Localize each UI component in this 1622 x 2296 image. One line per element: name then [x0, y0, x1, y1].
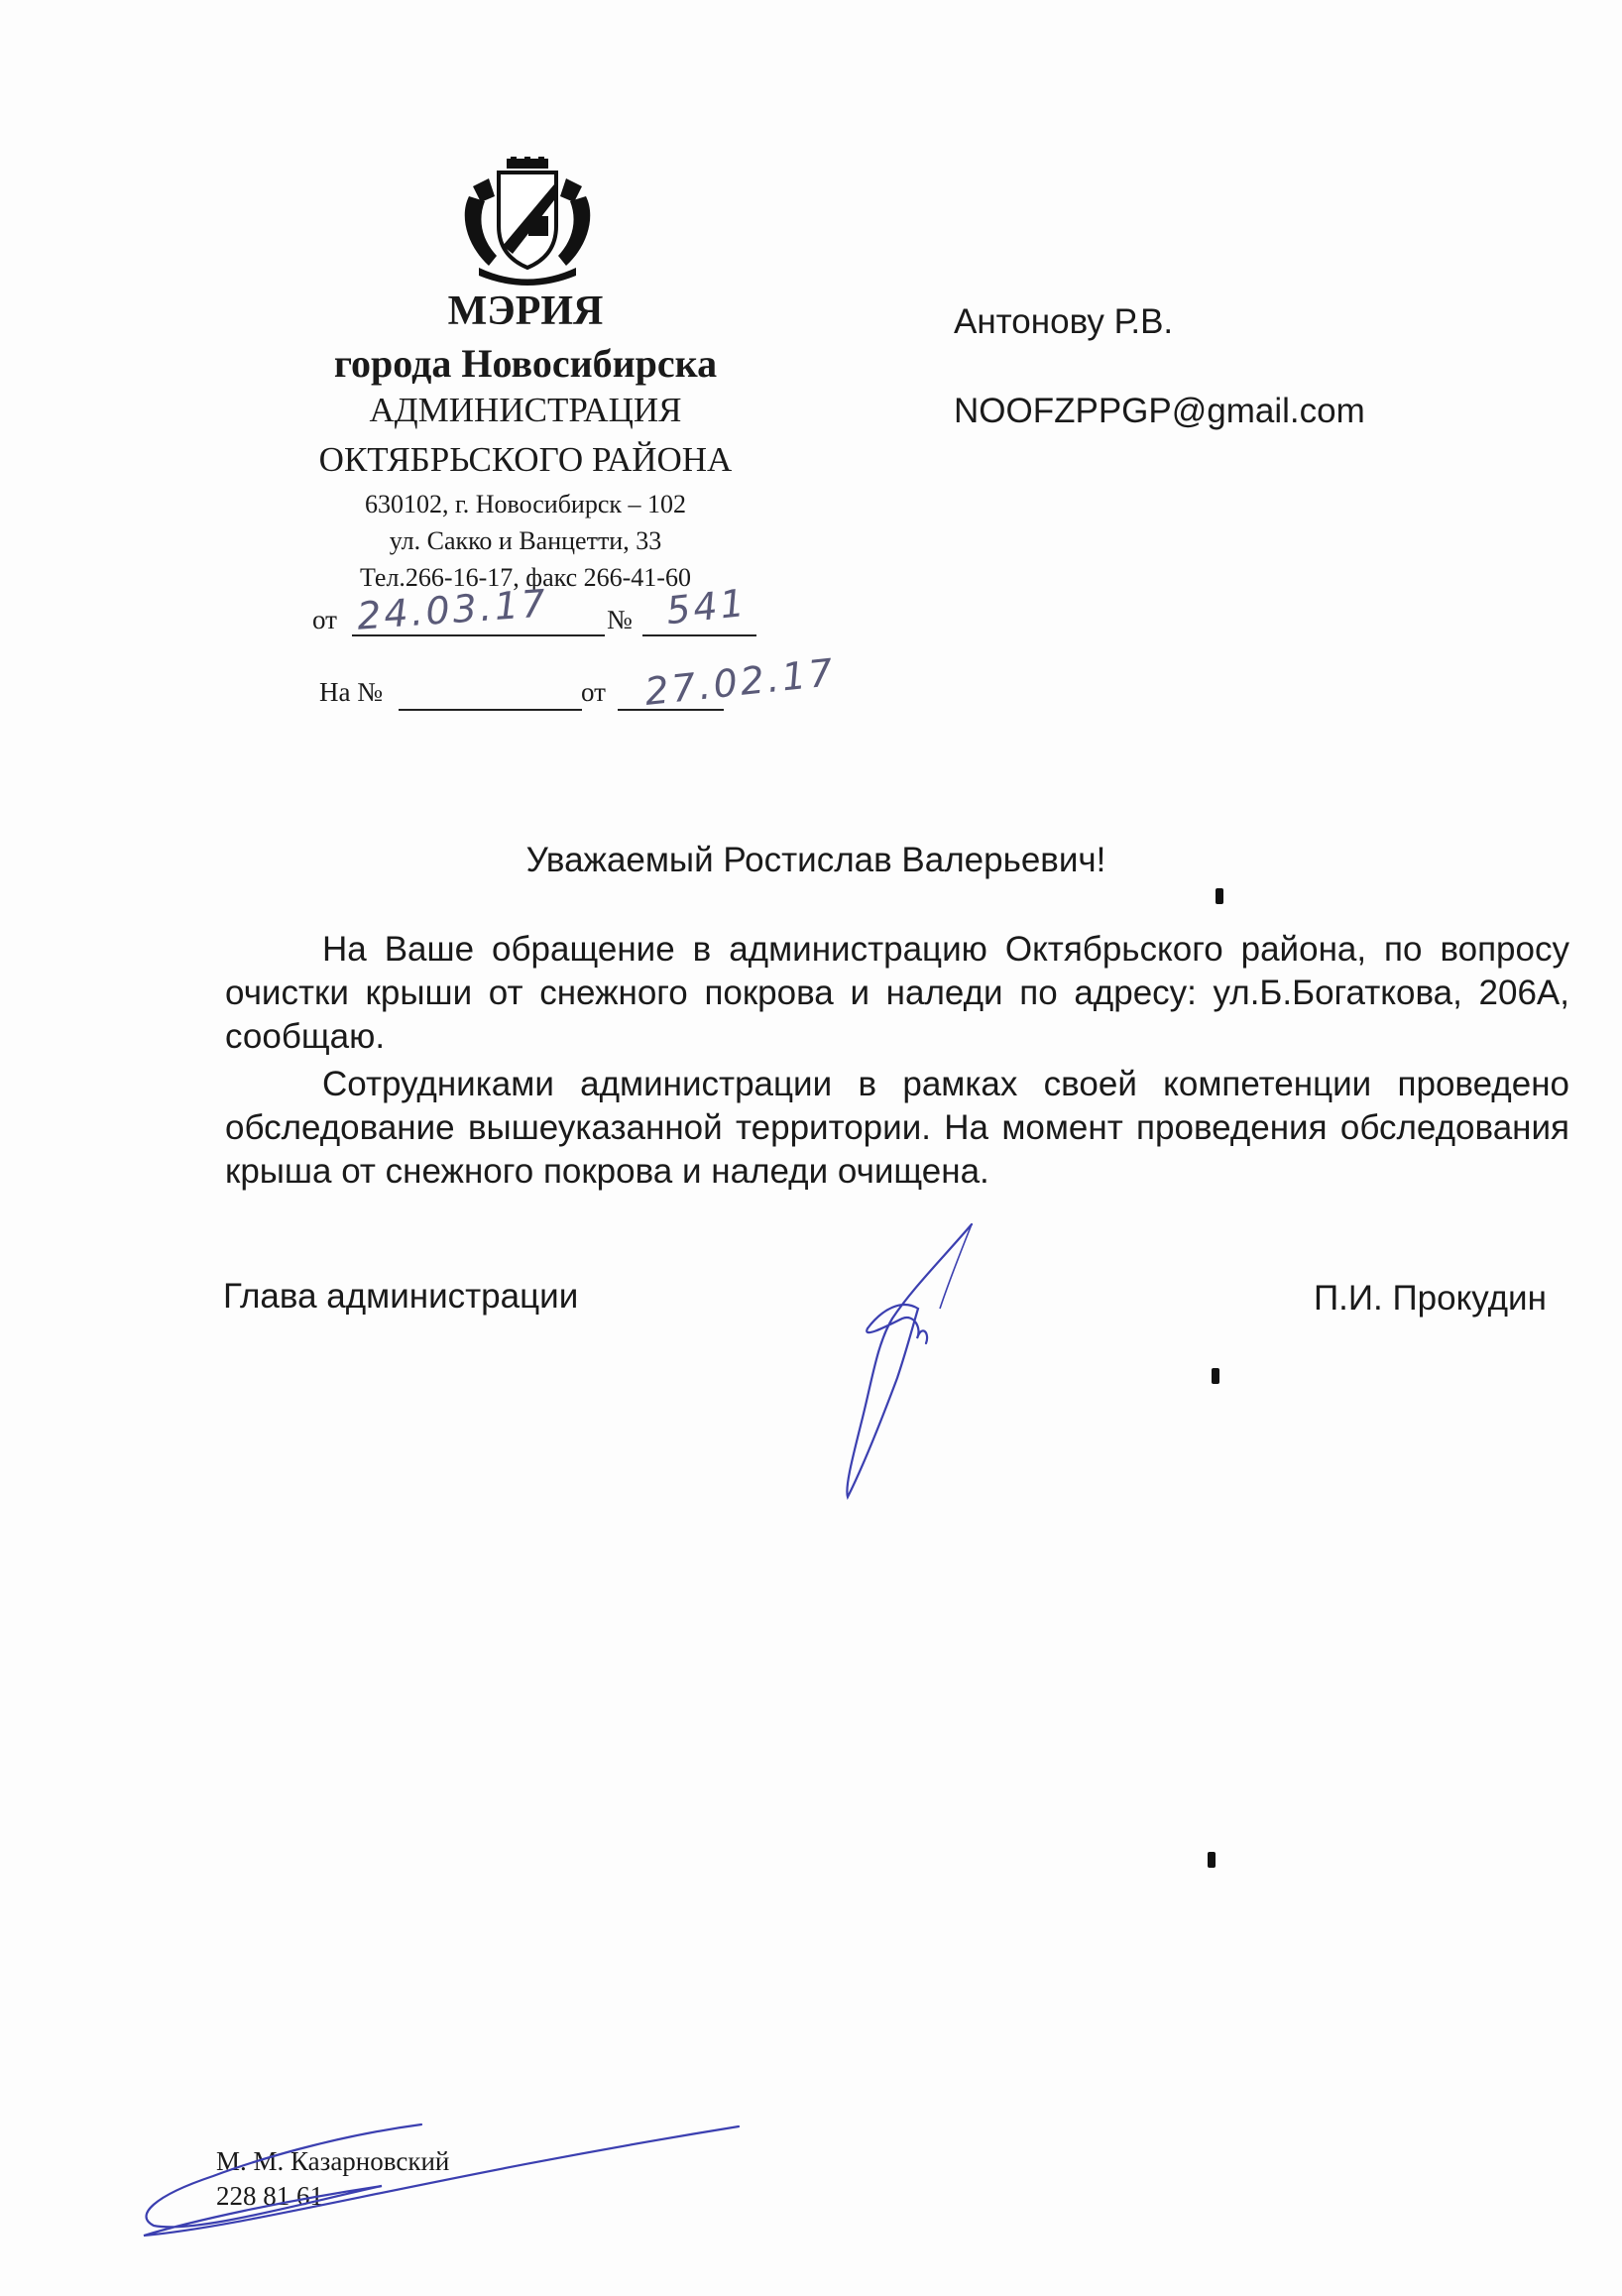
scan-mark [1212, 1368, 1219, 1384]
org-city: города Новосибирска [333, 341, 718, 386]
address-postal: 630102, г. Новосибирск – 102 [364, 490, 687, 518]
outgoing-date: 24.03.17 [355, 581, 550, 638]
number-label: № [607, 605, 633, 634]
handwritten-signature [823, 1219, 1001, 1502]
reply-number-line [399, 709, 582, 711]
scan-mark [1208, 1852, 1216, 1868]
signatory-name: П.И. Прокудин [1314, 1279, 1547, 1318]
scan-mark [1216, 888, 1223, 904]
salutation: Уважаемый Ростислав Валерьевич! [525, 841, 1106, 879]
org-title: МЭРИЯ [447, 288, 604, 334]
handwritten-initials [134, 2117, 749, 2245]
executor-phone: 228 81 61 [216, 2181, 323, 2211]
body-paragraph: На Ваше обращение в администрацию Октябрьского района, по вопросу очистки крыши от снежного покрова и наледи по адресу: ул.Б.Богаткова, 206А, сообщаю. [225, 930, 1569, 1056]
coat-of-arms-icon [459, 157, 596, 286]
address-phone: Тел.266-16-17, факс 266-41-60 [360, 563, 691, 592]
reply-number-label: На № [319, 677, 383, 707]
address-street: ул. Сакко и Ванцетти, 33 [389, 526, 662, 555]
recipient-email: NOOFZPPGP@gmail.com [954, 392, 1365, 430]
org-district: ОКТЯБРЬСКОГО РАЙОНА [318, 440, 733, 479]
body-paragraph: Сотрудниками администрации в рамках своей компетенции проведено обследование вышеуказанной территории. На момент проведения обследования крыша от снежного покрова и наледи очищена. [225, 1065, 1569, 1191]
number-line [642, 634, 756, 636]
reply-date: 27.02.17 [642, 650, 838, 714]
executor-name: М. М. Казарновский [216, 2146, 450, 2176]
outgoing-number: 541 [663, 580, 750, 633]
reply-date-label: от [581, 677, 606, 707]
signatory-position: Глава администрации [223, 1277, 579, 1316]
recipient-name: Антонову Р.В. [954, 302, 1174, 341]
org-administration: АДМИНИСТРАЦИЯ [369, 391, 682, 429]
date-label: от [312, 605, 337, 634]
